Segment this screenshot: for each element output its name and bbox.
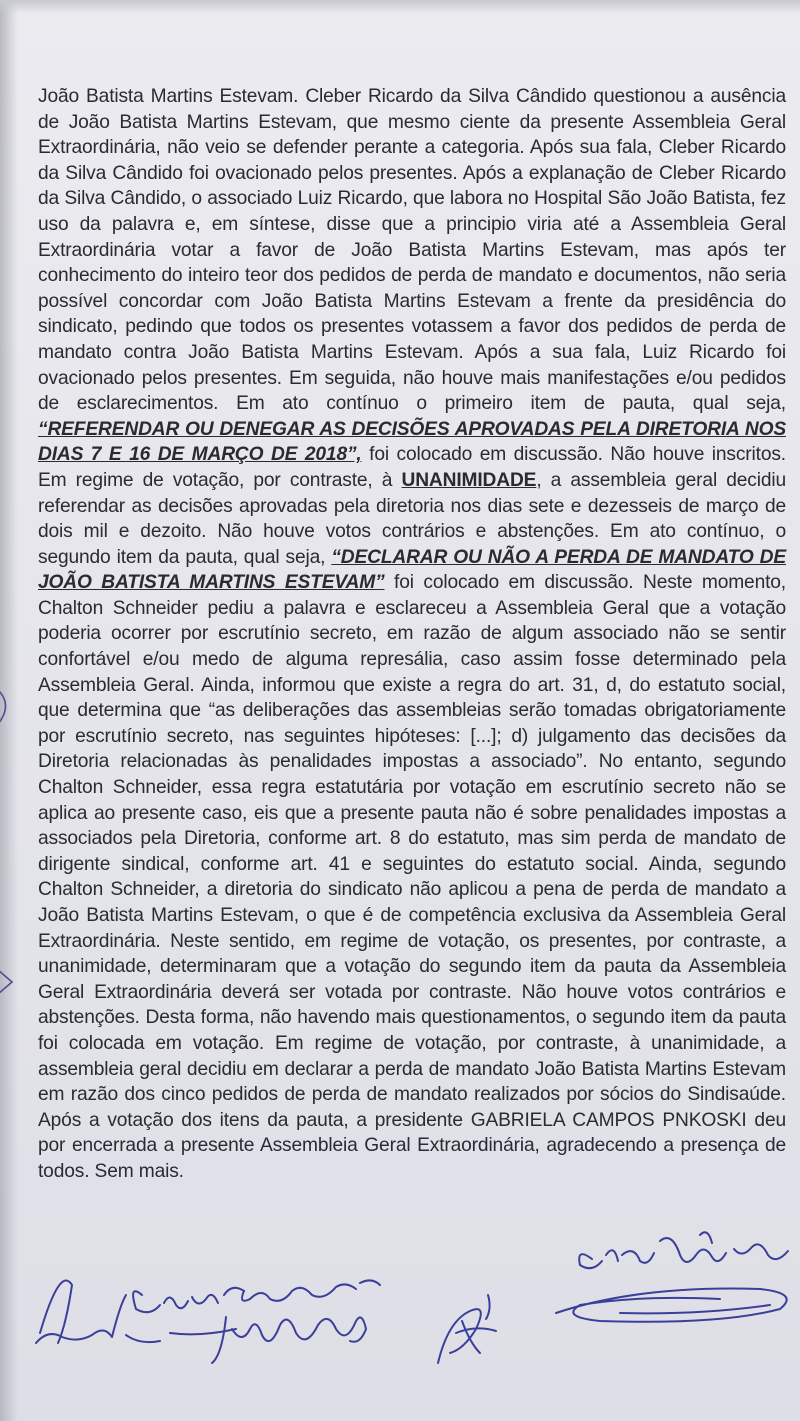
signature-3 (170, 1317, 366, 1363)
signature-6 (556, 1289, 787, 1322)
signatures-drawing (0, 1225, 800, 1421)
unanimity-highlight: UNANIMIDADE (401, 469, 537, 491)
paragraph-text-part-4: foi colocado em discussão. Neste momento, Chalton Schneider pediu a palavra e esclareceu a Assembleia Geral que a votação poderia ocorrer por escrutínio secreto, em razão de algum associado não se sentir confortável e/ou medo de alguma represália, caso assim fosse determinado pela Assembleia Geral. Ainda, informou que existe a regra do art. 31, d, do estatuto social, que determina que “as deliberações das assembleias serão tomadas obrigatoriamente por escrutínio secreto, nas seguintes hipóteses: [...]; d) julgamento das decisões da Diretoria relacionadas às penalidades impostas a associado”. No entanto, segundo Chalton Schneider, essa regra estatutária por votação em escrutínio secreto não se aplica ao presente caso, eis que a presente pauta não é sobre penalidades impostas a associados pela Diretoria, conforme art. 8 do estatuto, mas sim perda de mandato de dirigente sindical, conforme art. 41 e seguintes do estatuto social. Ainda, segundo Chalton Schneider, a diretoria do sindicato não aplicou a pena de perda de mandato a João Batista Martins Estevam, o que é de competência exclusiva da Assembleia Geral Extraordinária. Neste sentido, em regime de votação, os presentes, por contraste, a unanimidade, determinaram que a votação do segundo item da pauta da Assembleia Geral Extraordinária deverá ser votada por contraste. Não houve votos contrários e abstenções. Desta forma, não havendo mais questionamentos, o segundo item da pauta foi colocada em votação. Em regime de votação, por contraste, à unanimidade, a assembleia geral decidiu em declarar a perda de mandato João Batista Martins Estevam em razão dos cinco pedidos de perda de mandato realizados por sócios do Sindisaúde. Após a votação dos itens da pauta, a presidente GABRIELA CAMPOS PNKOSKI deu por encerrada a presente Assembleia Geral Extraordinária, agradecendo a presença de todos. Sem mais. (38, 572, 786, 1182)
paragraph-text-part-1: João Batista Martins Estevam. Cleber Ricardo da Silva Cândido questionou a ausência de João Batista Martins Estevam, que mesmo ciente da presente Assembleia Geral Extraordinária, não veio se defender perante a categoria. Após sua fala, Cleber Ricardo da Silva Cândido foi ovacionado pelos presentes. Após a explanação de Cleber Ricardo da Silva Cândido, o associado Luiz Ricardo, que labora no Hospital São João Batista, fez uso da palavra e, em síntese, disse que a principio viria até a Assembleia Geral Extraordinária votar a favor de João Batista Martins Estevam, mas após ter conhecimento do inteiro teor dos pedidos de perda de mandato e documentos, não seria possível concordar com João Batista Martins Estevam a frente da presidência do sindicato, pedindo que todos os presentes votassem a favor dos pedidos de perda de mandato contra João Batista Martins Estevam. Após a sua fala, Luiz Ricardo foi ovacionado pelos presentes. Em seguida, não houve mais manifestações e/ou pedidos de esclarecimentos. Em ato contínuo o primeiro item de pauta, qual seja, (38, 86, 786, 415)
agenda-item-1-highlight: “REFERENDAR OU DENEGAR AS DECISÕES APROVADAS PELA DIRETORIA NOS DIAS 7 E 16 DE MARÇO DE 2018”, (38, 418, 786, 466)
signature-4 (438, 1295, 496, 1363)
paragraph-text-part-3: , a assembleia geral decidiu referendar as decisões aprovadas pela diretoria nos dias sete e dezesseis de março de dois mil e dezoito. Não houve votos contrários e abstenções. Em ato contínuo, o segundo item da pauta, qual seja, (38, 469, 787, 568)
paragraph-text-part-2: foi colocado em discussão. Não houve inscritos. Em regime de votação, por contraste, à (38, 444, 786, 491)
signature-2 (133, 1280, 380, 1312)
signature-area (0, 1225, 800, 1421)
page-top-shadow (0, 0, 800, 14)
margin-bracket-mark (0, 686, 20, 726)
margin-arrow-mark (0, 964, 20, 1004)
signature-5 (579, 1232, 788, 1268)
minutes-paragraph (38, 84, 786, 1185)
agenda-item-2-highlight: “DECLARAR OU NÃO A PERDA DE MANDATO DE JOÃO BATISTA MARTINS ESTEVAM” (38, 546, 787, 594)
